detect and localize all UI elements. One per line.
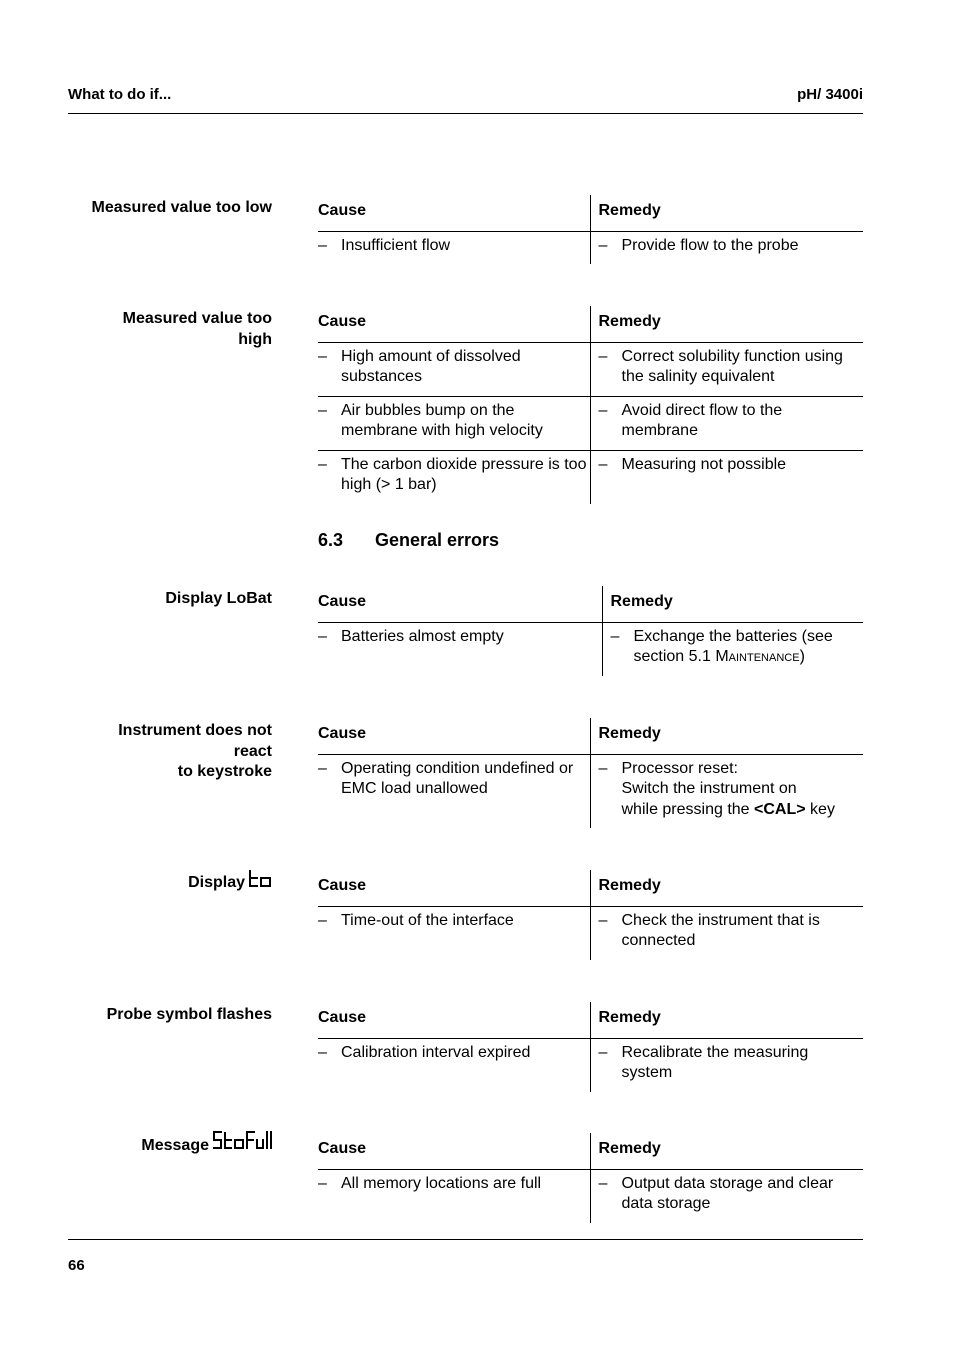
cause-header: Cause xyxy=(318,870,590,906)
remedy-text: Correct solubility function using the salinity equivalent xyxy=(621,347,843,385)
cause-header: Cause xyxy=(318,306,590,342)
remedy-header: Remedy xyxy=(590,870,863,906)
cause-header: Cause xyxy=(318,1133,590,1169)
side-heading-value-too-low: Measured value too low xyxy=(91,199,272,216)
remedy-text: Output data storage and clear data storage xyxy=(621,1174,834,1212)
side-heading-value-too-high: Measured value too high xyxy=(122,310,272,348)
cause-text: Operating condition undefined or EMC load unallowed xyxy=(341,759,574,797)
table-no-keystroke-reaction xyxy=(318,718,863,828)
table-display-lobat xyxy=(318,586,863,676)
cause-text: Time-out of the interface xyxy=(341,911,514,929)
remedy-text: Check the instrument that is connected xyxy=(621,911,820,949)
section-title-text: General errors xyxy=(375,530,500,550)
running-header-product: pH/ 3400i xyxy=(797,86,863,103)
side-heading-probe-symbol-flashes: Probe symbol flashes xyxy=(106,1006,272,1023)
side-heading-message-stofull: Message xyxy=(40,1131,272,1157)
page-number: 66 xyxy=(68,1257,85,1274)
seven-segment-to-icon xyxy=(248,870,272,888)
section-number: 6.3 xyxy=(318,530,344,550)
remedy-text: Exchange the batteries (see section 5.1 Maintenance) xyxy=(633,627,833,665)
remedy-text: Recalibrate the measuring system xyxy=(621,1043,809,1081)
side-heading-display-to: Display xyxy=(40,870,272,894)
table-row: – Calibration interval expired – Recalibrate the measuring system xyxy=(318,1038,863,1092)
table-row: – Air bubbles bump on the membrane with high velocity – Avoid direct flow to the membrane xyxy=(318,396,863,450)
side-heading-no-keystroke-reaction: Instrument does not react to keystroke xyxy=(118,722,272,780)
table-row: – Operating condition undefined or EMC load unallowed – Processor reset: Switch the instrument on while pressing the <CAL> key xyxy=(318,754,863,828)
cause-header: Cause xyxy=(318,718,590,754)
cause-text: The carbon dioxide pressure is too high (> 1 bar) xyxy=(341,455,587,493)
remedy-text: Measuring not possible xyxy=(621,455,787,473)
cause-header: Cause xyxy=(318,1002,590,1038)
remedy-header: Remedy xyxy=(590,195,863,231)
table-message-stofull xyxy=(318,1133,863,1223)
table-value-too-low xyxy=(318,195,863,264)
cause-text: Air bubbles bump on the membrane with high velocity xyxy=(341,401,543,439)
header-rule xyxy=(68,113,863,114)
table-row: – Batteries almost empty – Exchange the batteries (see section 5.1 Maintenance) xyxy=(318,622,863,676)
table-row: – The carbon dioxide pressure is too high (> 1 bar) – Measuring not possible xyxy=(318,450,863,504)
cause-text: High amount of dissolved substances xyxy=(341,347,521,385)
table-row: – Insufficient flow – Provide flow to the probe xyxy=(318,231,863,264)
cal-key-label: <CAL> xyxy=(754,800,806,818)
remedy-text: Provide flow to the probe xyxy=(621,236,799,254)
table-display-to xyxy=(318,870,863,960)
remedy-text: Avoid direct flow to the membrane xyxy=(621,401,783,439)
remedy-header: Remedy xyxy=(602,586,863,622)
cause-text: Insufficient flow xyxy=(341,236,451,254)
remedy-text: Processor reset: Switch the instrument on while pressing the <CAL> key xyxy=(621,759,835,818)
running-header-title: What to do if... xyxy=(68,86,172,103)
table-row: – Time-out of the interface – Check the instrument that is connected xyxy=(318,906,863,960)
section-title-general-errors xyxy=(318,530,499,551)
footer-rule xyxy=(68,1239,863,1240)
side-heading-display-lobat: Display LoBat xyxy=(165,590,272,607)
table-row: – All memory locations are full – Output data storage and clear data storage xyxy=(318,1169,863,1223)
table-row: – High amount of dissolved substances – Correct solubility function using the salinity equivalent xyxy=(318,342,863,396)
remedy-header: Remedy xyxy=(590,718,863,754)
remedy-header: Remedy xyxy=(590,306,863,342)
table-value-too-high xyxy=(318,306,863,504)
cause-text: All memory locations are full xyxy=(341,1174,542,1192)
maintenance-reference: Maintenance xyxy=(715,648,800,665)
remedy-header: Remedy xyxy=(590,1002,863,1038)
cause-text: Batteries almost empty xyxy=(341,627,504,645)
remedy-header: Remedy xyxy=(590,1133,863,1169)
seven-segment-stofull-icon xyxy=(212,1131,272,1151)
table-probe-symbol-flashes xyxy=(318,1002,863,1092)
cause-header: Cause xyxy=(318,586,602,622)
cause-header: Cause xyxy=(318,195,590,231)
cause-text: Calibration interval expired xyxy=(341,1043,531,1061)
